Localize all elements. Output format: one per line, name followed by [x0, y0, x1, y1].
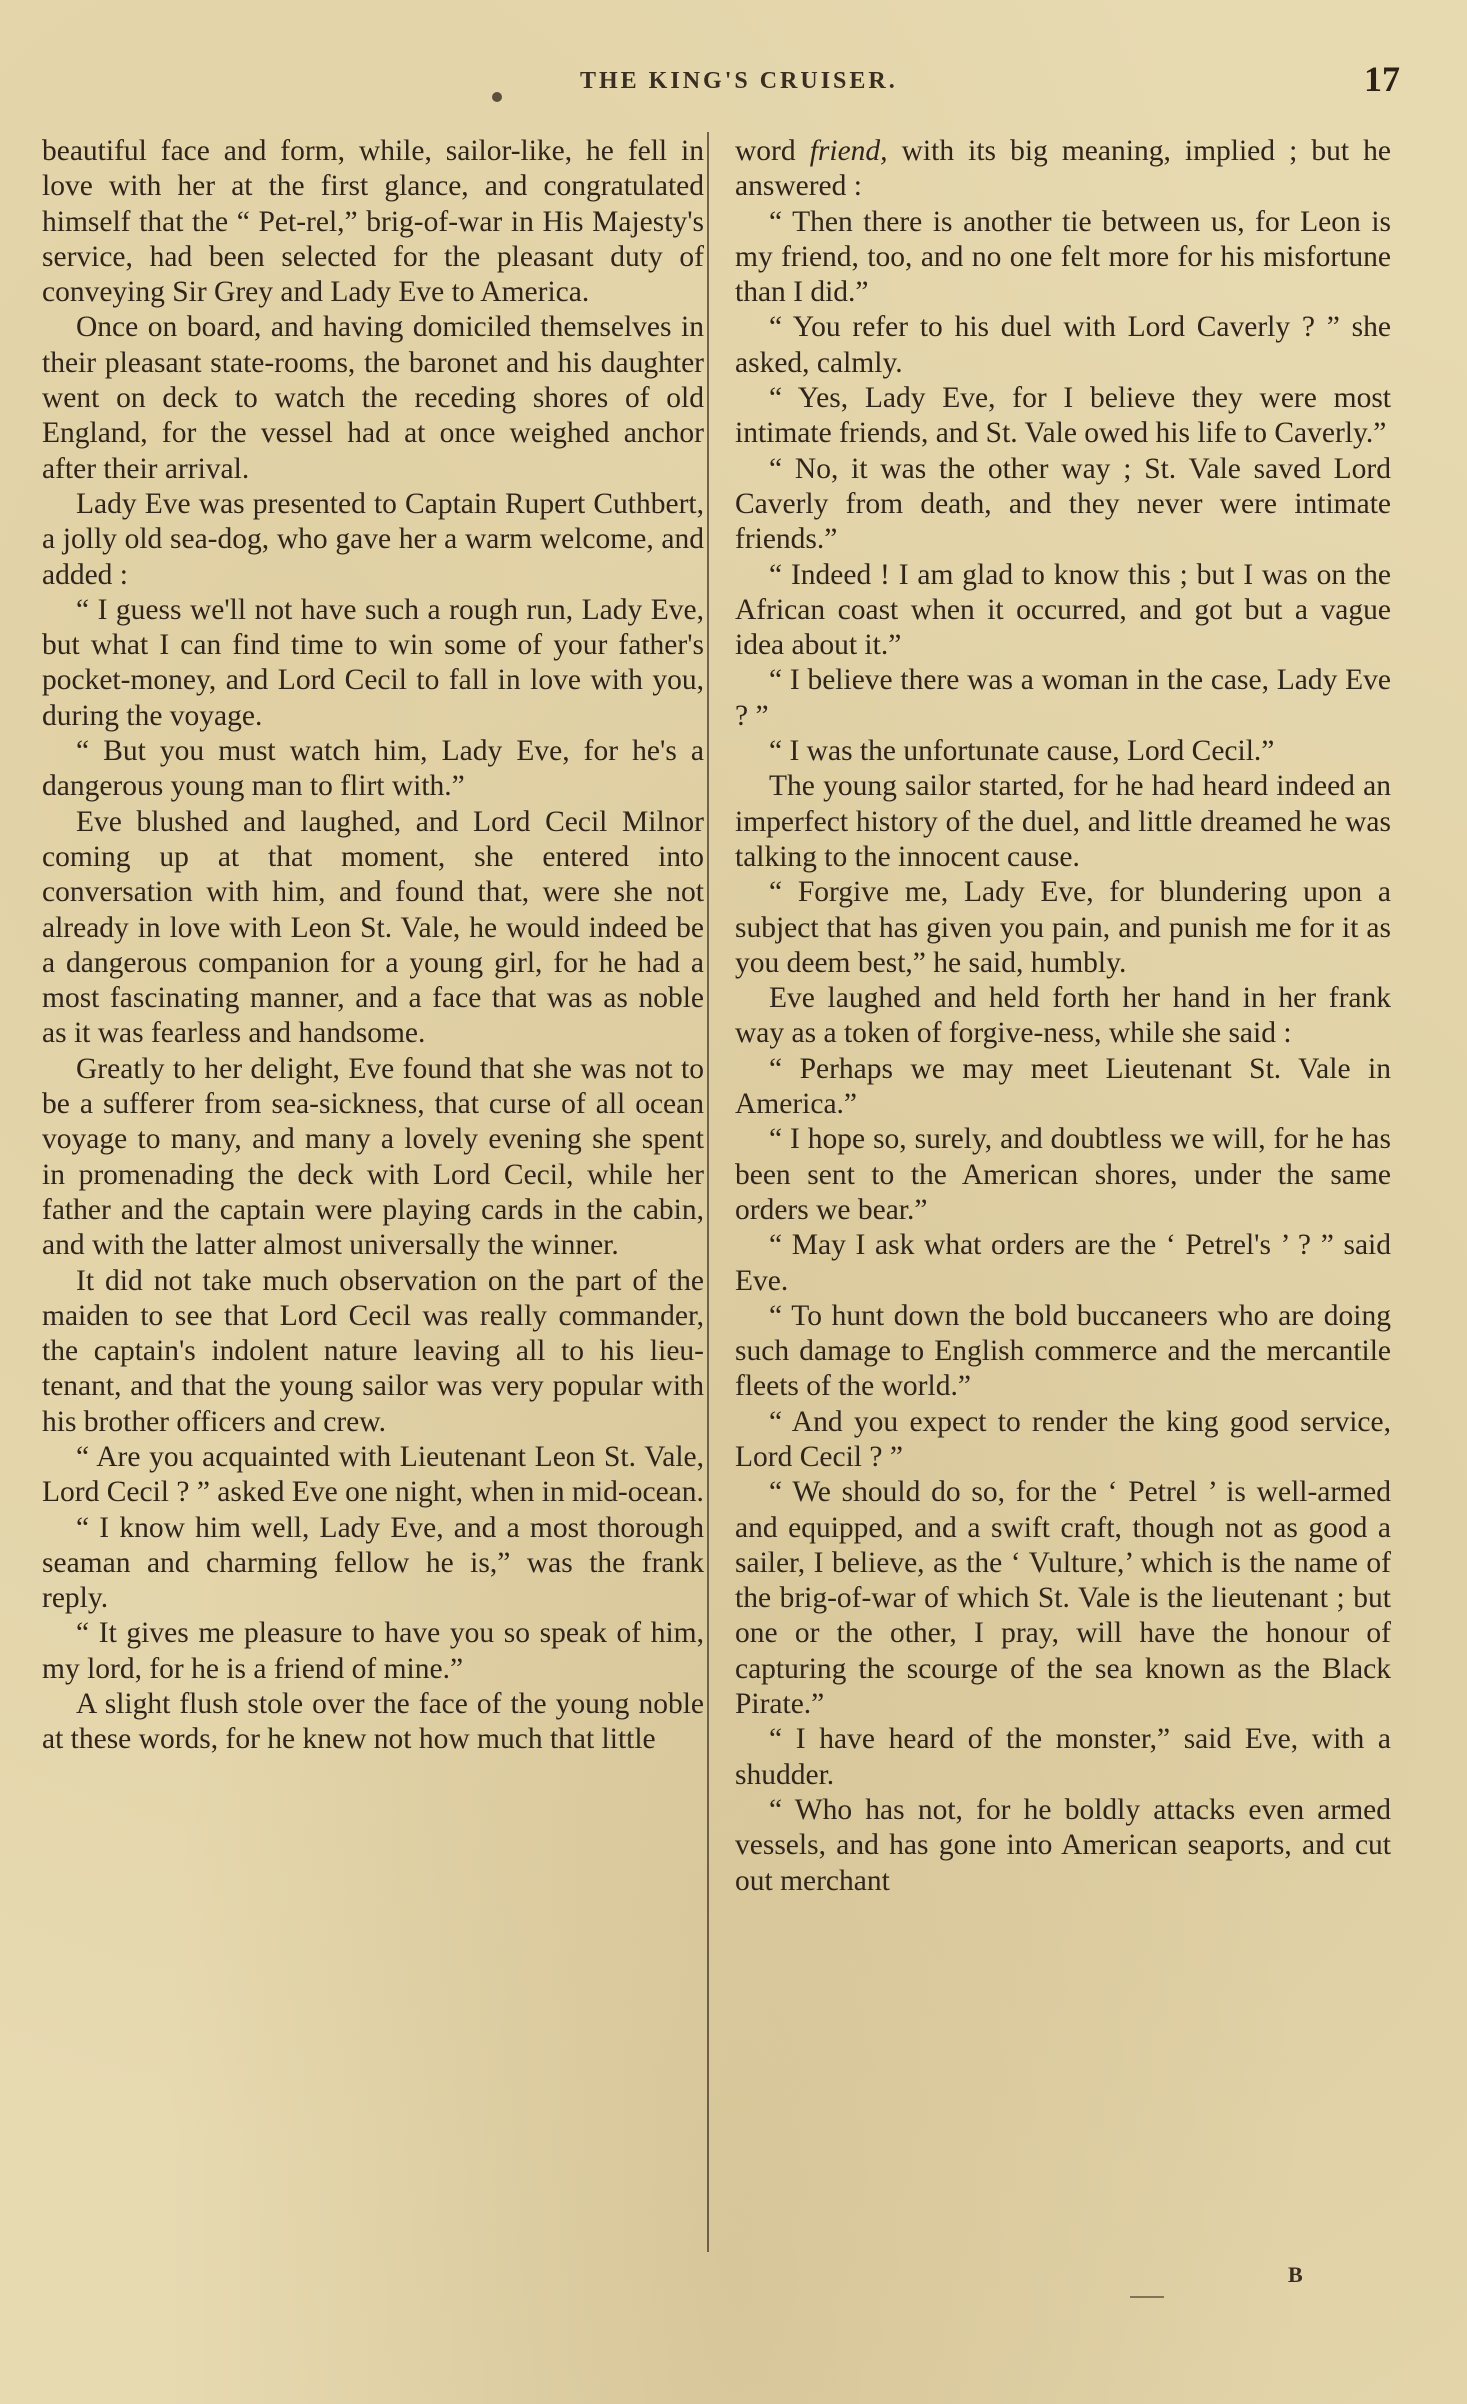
text-run: word — [735, 135, 810, 167]
paragraph: “ I know him well, Lady Eve, and a most thorough seaman and charming fellow he is,” was the frank reply. — [42, 1511, 704, 1615]
paragraph: Eve laughed and held forth her hand in her frank way as a token of forgive-ness, while she said : — [735, 982, 1391, 1050]
signature-mark: B — [1288, 2262, 1303, 2287]
ornament-dot-icon — [492, 92, 502, 102]
paragraph: The young sailor started, for he had heard indeed an imperfect history of the duel, and little dreamed he was talking to the innocent cause. — [735, 770, 1391, 873]
paragraph: “ Yes, Lady Eve, for I believe they were most intimate friends, and St. Vale owed his life to Caverly.” — [735, 382, 1391, 450]
paragraph: “ I hope so, surely, and doubtless we will, for he has been sent to the American shores, under the same orders we bear.” — [735, 1123, 1391, 1226]
paragraph: “ You refer to his duel with Lord Caverly ? ” she asked, calmly. — [735, 311, 1391, 379]
paragraph: “ Forgive me, Lady Eve, for blundering upon a subject that has given you pain, and punish me for it as you deem best,” he said, humbly. — [735, 876, 1391, 979]
paragraph: “ But you must watch him, Lady Eve, for he's a dangerous young man to flirt with.” — [42, 735, 704, 803]
paragraph: A slight flush stole over the face of the young noble at these words, for he knew not how much that little — [42, 1688, 704, 1756]
page-number: 17 — [1364, 59, 1400, 99]
column-divider — [707, 132, 709, 2252]
paragraph: “ And you expect to render the king good service, Lord Cecil ? ” — [735, 1405, 1391, 1473]
right-column — [735, 134, 1391, 1899]
paragraph: Once on board, and having domiciled themselves in their pleasant state-rooms, the baronet and his daughter went on deck to watch the receding shores of old England, for the vessel had at once weighed anchor after their arrival. — [42, 311, 704, 485]
paragraph: “ To hunt down the bold buccaneers who are doing such damage to English commerce and the mercantile fleets of the world.” — [735, 1299, 1391, 1403]
paragraph: “ May I ask what orders are the ‘ Petrel's ’ ? ” said Eve. — [735, 1229, 1391, 1297]
footer-dash — [1130, 2296, 1164, 2298]
paragraph: Greatly to her delight, Eve found that she was not to be a sufferer from sea-sickness, that curse of all ocean voyage to many, and many a lovely evening she spent in promenading the deck with Lord Cecil, while her father and the captain were playing cards in the cabin, and with the latter almost universally the winner. — [42, 1052, 704, 1262]
paragraph: “ We should do so, for the ‘ Petrel ’ is well-armed and equipped, and a swift craft, though not as good a sailer, I believe, as the ‘ Vulture,’ which is the name of the brig-of-war of which St. Vale is the lieutenant ; but one or the other, I pray, will have the honour of capturing the scourge of the sea known as the Black Pirate.” — [735, 1476, 1391, 1721]
paragraph: It did not take much observation on the part of the maiden to see that Lord Cecil was really commander, the captain's indolent nature leaving all to his lieu-tenant, and that the young sailor was very popular with his brother officers and crew. — [42, 1264, 704, 1438]
running-head — [40, 59, 1400, 102]
paragraph: Eve blushed and laughed, and Lord Cecil Milnor coming up at that moment, she entered into conversation with him, and found that, were she not already in love with Leon St. Vale, he would indeed be a dangerous companion for a young girl, for he had a most fascinating manner, and a face that was as noble as it was fearless and handsome. — [42, 805, 704, 1050]
text-run: with its big meaning, implied ; but he answered : — [735, 135, 1391, 203]
paragraph-continued — [735, 134, 1391, 205]
paragraph: “ I believe there was a woman in the case, Lady Eve ? ” — [735, 664, 1391, 732]
paragraph: “ Are you acquainted with Lieutenant Leon St. Vale, Lord Cecil ? ” asked Eve one night, when in mid-ocean. — [42, 1440, 704, 1509]
paragraph: “ Perhaps we may meet Lieutenant St. Vale in America.” — [735, 1052, 1391, 1121]
emphasis-word: friend, — [809, 135, 888, 167]
paragraph: beautiful face and form, while, sailor-like, he fell in love with her at the first glance, and congratulated himself that the “ Pet-rel,” brig-of-war in His Majesty's service, had been selected for the pleasant duty of conveying Sir Grey and Lady Eve to America. — [42, 135, 704, 309]
left-column — [42, 134, 704, 1758]
paragraph: “ Then there is another tie between us, for Leon is my friend, too, and no one felt more for his misfortune than I did.” — [735, 205, 1391, 309]
paragraph: “ Who has not, for he boldly attacks even armed vessels, and has gone into American seaports, and cut out merchant — [735, 1793, 1391, 1897]
paragraph: Lady Eve was presented to Captain Rupert Cuthbert, a jolly old sea-dog, who gave her a warm welcome, and added : — [42, 487, 704, 591]
paragraph: “ I guess we'll not have such a rough run, Lady Eve, but what I can find time to win some of your father's pocket-money, and Lord Cecil to fall in love with you, during the voyage. — [42, 593, 704, 732]
paragraph: “ No, it was the other way ; St. Vale saved Lord Caverly from death, and they never were intimate friends.” — [735, 452, 1391, 556]
paragraph: “ I have heard of the monster,” said Eve, with a shudder. — [735, 1723, 1391, 1791]
running-title: THE KING'S CRUISER. — [580, 68, 898, 94]
paragraph: “ It gives me pleasure to have you so speak of him, my lord, for he is a friend of mine.” — [42, 1617, 704, 1685]
paragraph: “ I was the unfortunate cause, Lord Cecil.” — [769, 735, 1275, 768]
paragraph: “ Indeed ! I am glad to know this ; but I was on the African coast when it occurred, and got but a vague idea about it.” — [735, 558, 1391, 662]
